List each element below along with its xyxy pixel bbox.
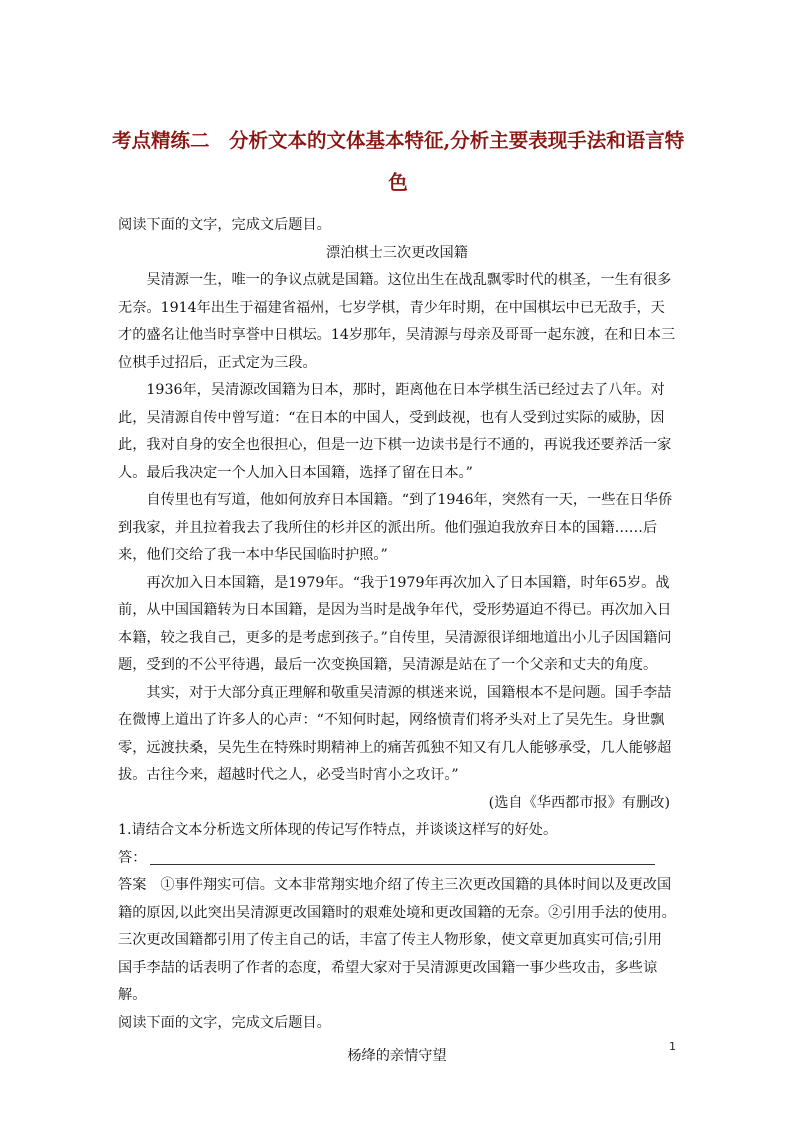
article-paragraph: 吴清源一生，唯一的争议点就是国籍。这位出生在战乱飘零时代的棋圣，一生有很多无奈。1914年出生于福建省福州，七岁学棋，青少年时期，在中国棋坛中已无敌手，天才的盛名让他当时享誉中日棋坛。14岁那年，吴清源与母亲及哥哥一起东渡，在和日本三位棋手过招后，正式定为三段。 (118, 272, 676, 371)
page-title-line-2: 色 (388, 171, 408, 194)
page-number: 1 (669, 1040, 676, 1053)
answer-key (118, 872, 676, 1010)
reading-instruction: 阅读下面的文字，完成文后题目。 (118, 217, 331, 233)
page-title-line-1: 考点精练二 分析文本的文体基本特征,分析主要表现手法和语言特 (112, 129, 685, 152)
answer-blank-line (150, 846, 655, 865)
article-paragraph: 自传里也有写道，他如何放弃日本国籍。“到了1946年，突然有一天，一些在日华侨到我家，并且拉着我去了我所住的杉并区的派出所。他们强迫我放弃日本的国籍……后来，他们交给了我一本中华民国临时护照。” (118, 492, 673, 563)
question-1: 1.请结合文本分析选文所体现的传记写作特点，并谈谈这样写的好处。 (118, 822, 558, 838)
article-paragraph: 再次加入日本国籍，是1979年。“我于1979年再次加入了日本国籍，时年65岁。战前，从中国国籍转为日本国籍，是因为当时是战争年代，受形势逼迫不得已。再次加入日本籍，较之我自己，更多的是考虑到孩子。”自传里，吴清源很详细地道出小儿子因国籍问题，受到的不公平待遇，最后一次变换国籍，吴清源是站在了一个父亲和丈夫的角度。 (118, 574, 672, 673)
article-source: (选自《华西都市报》有删改) (488, 794, 670, 811)
answer-label: 答： (118, 849, 147, 866)
reading-instruction-2: 阅读下面的文字，完成文后题目。 (118, 1014, 331, 1031)
article-title-2: 杨绛的亲情守望 (347, 1048, 447, 1064)
answer-key-text: ①事件翔实可信。文本非常翔实地介绍了传主三次更改国籍的具体时间以及更改国籍的原因,以此突出吴清源更改国籍时的艰难处境和更改国籍的无奈。②引用手法的使用。三次更改国籍都引用了传主自己的话，丰富了传主人物形象，使文章更加真实可信;引用国手李喆的话表明了作者的态度，希望大家对于吴清源更改国籍一事少些攻击，多些谅解。 (118, 877, 676, 1003)
document-body (118, 212, 676, 1071)
article-paragraph: 其实，对于大部分真正理解和敬重吴清源的棋迷来说，国籍根本不是问题。国手李喆在微博上道出了许多人的心声：“不知何时起，网络愤青们将矛头对上了吴先生。身世飘零，远渡扶桑，吴先生在特殊时期精神上的痛苦孤独不知又有几人能够承受，几人能够超拔。古往今来，超越时代之人，必受当时宵小之攻讦。” (118, 684, 672, 783)
page-title (112, 120, 684, 204)
answer-key-tag: 答案 (118, 877, 147, 893)
article-paragraph: 1936年，吴清源改国籍为日本，那时，距离他在日本学棋生活已经过去了八年。对此，吴清源自传中曾写道：“在日本的中国人，受到歧视，也有人受到过实际的威胁，因此，我对自身的安全也很担心，但是一边下棋一边读书是行不通的，再说我还要养活一家人。最后我决定一个人加入日本国籍，选择了留在日本。” (118, 382, 672, 481)
answer-row (118, 845, 676, 873)
article-title: 漂泊棋士三次更改国籍 (326, 244, 468, 261)
